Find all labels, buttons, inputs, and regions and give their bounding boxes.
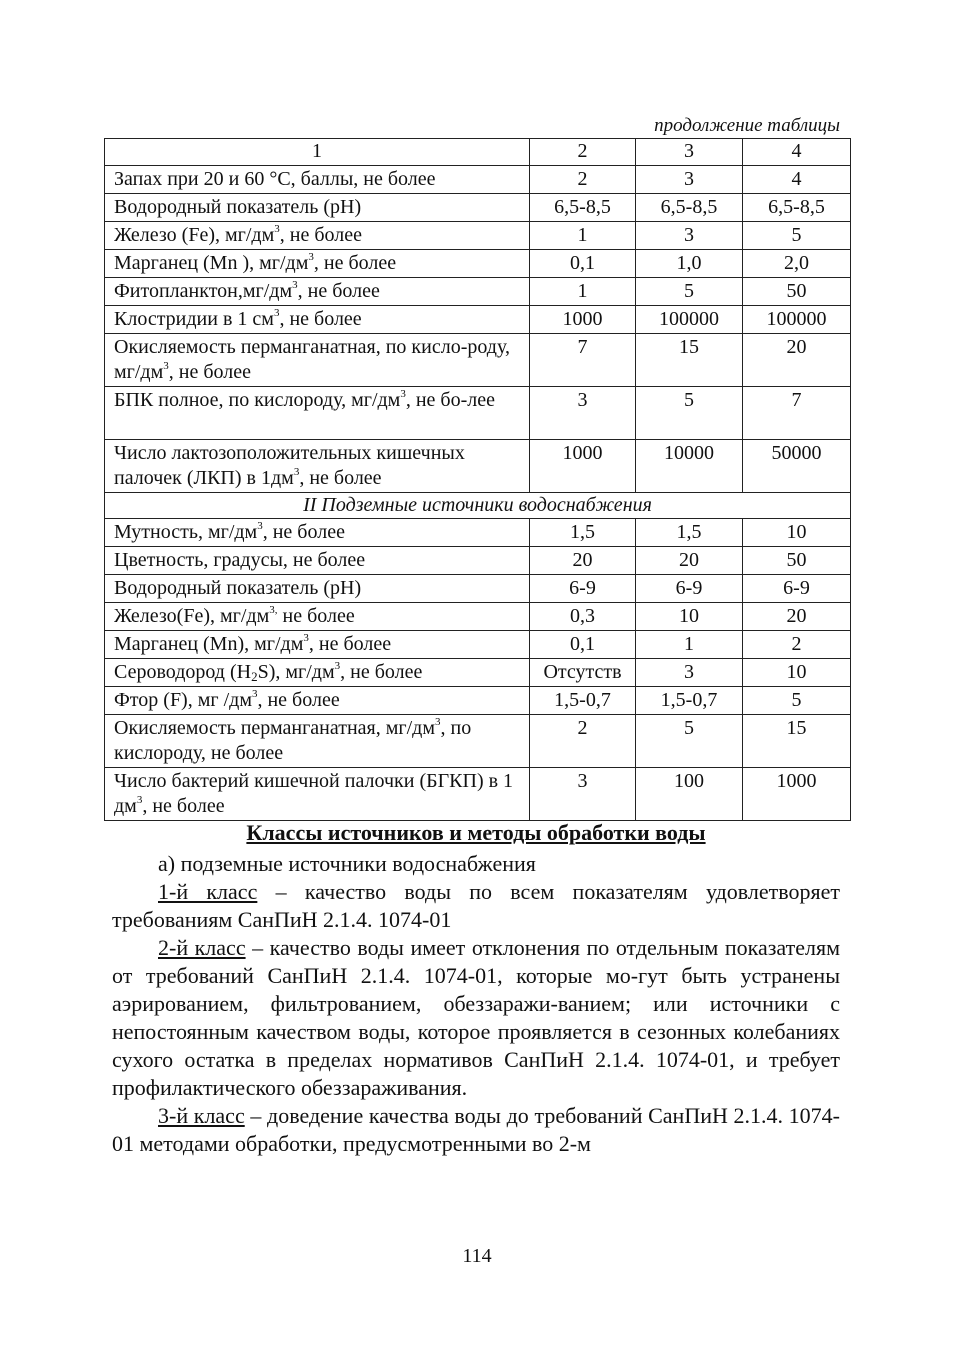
value-cell: 6-9: [636, 575, 743, 603]
value-cell: 5: [636, 715, 743, 768]
subheading: а) подземные источники водоснабжения: [158, 851, 536, 876]
table-row: [105, 519, 851, 547]
section-heading: Классы источников и методы обработки воды: [246, 820, 706, 845]
value-cell: 1,5-0,7: [530, 687, 636, 715]
value-cell: 3: [636, 222, 743, 250]
table-section-row: [105, 493, 851, 519]
value-cell: 100: [636, 768, 743, 821]
table-row: [105, 387, 851, 440]
value-cell: 20: [743, 334, 851, 387]
value-cell: 6,5-8,5: [743, 194, 851, 222]
table-row: [105, 334, 851, 387]
header-cell: 3: [636, 139, 743, 166]
value-cell: 10: [743, 519, 851, 547]
value-cell: 1,5: [530, 519, 636, 547]
indicator-cell: Окисляемость перманганатная, по кисло-роду, $мг/дм^3$, не более: [105, 334, 530, 387]
value-cell: 50: [743, 278, 851, 306]
header-cell: 4: [743, 139, 851, 166]
value-cell: 50: [743, 547, 851, 575]
value-cell: 20: [636, 547, 743, 575]
table-row: [105, 278, 851, 306]
page-number: 114: [462, 1245, 492, 1267]
value-cell: 1,5-0,7: [636, 687, 743, 715]
value-cell: 2: [743, 631, 851, 659]
indicator-cell: Цветность, градусы, не более: [105, 547, 530, 575]
class-1-label: 1-й класс: [158, 879, 258, 904]
value-cell: 2,0: [743, 250, 851, 278]
table-header-row: [105, 139, 851, 166]
value-cell: 10000: [636, 440, 743, 493]
table-row: [105, 166, 851, 194]
class-2-label: 2-й класс: [158, 935, 246, 960]
value-cell: 6,5-8,5: [636, 194, 743, 222]
indicator-cell: Запах при 20 и 60 °С, баллы, не более: [105, 166, 530, 194]
value-cell: 0,3: [530, 603, 636, 631]
value-cell: Отсутств: [530, 659, 636, 687]
indicator-cell: Водородный показатель (рН): [105, 575, 530, 603]
body-text: [112, 816, 840, 1158]
section-title: II Подземные источники водоснабжения: [105, 493, 851, 519]
header-cell: 2: [530, 139, 636, 166]
value-cell: 10: [743, 659, 851, 687]
table-continuation-label: продолжение таблицы: [654, 115, 840, 136]
indicator-cell: Сероводород $(H_2S)$, $мг/дм^3$, не более: [105, 659, 530, 687]
value-cell: 1000: [530, 306, 636, 334]
water-quality-table: [104, 138, 851, 821]
indicator-cell: Марганец (Mn ), $мг/дм^3$, не более: [105, 250, 530, 278]
indicator-cell: Клостридии в 1 $см^3$, не более: [105, 306, 530, 334]
value-cell: 7: [530, 334, 636, 387]
value-cell: 1,0: [636, 250, 743, 278]
table-row: [105, 575, 851, 603]
value-cell: 20: [743, 603, 851, 631]
value-cell: 100000: [743, 306, 851, 334]
value-cell: 6-9: [530, 575, 636, 603]
value-cell: 0,1: [530, 631, 636, 659]
value-cell: 3: [636, 166, 743, 194]
table-row: [105, 547, 851, 575]
value-cell: 20: [530, 547, 636, 575]
value-cell: 3: [636, 659, 743, 687]
table-row: [105, 631, 851, 659]
table-row: [105, 687, 851, 715]
value-cell: 2: [530, 715, 636, 768]
indicator-cell: Мутность, $мг/дм^3$, не более: [105, 519, 530, 547]
table-row: [105, 659, 851, 687]
value-cell: 5: [743, 687, 851, 715]
class-2-paragraph: 2-й класс – качество воды имеет отклонения по отдельным показателям от требований СанПиН 2.1.4. 1074-01, которые мо-гут быть устранены аэрированием, фильтрованием, обеззаражи-ванием; или источники с непостоянным качеством воды, которое проявляется в сезонных колебаниях сухого остатка в пределах нормативов СанПиН 2.1.4. 1074-01, и требует профилактического обеззараживания.: [112, 935, 840, 1100]
value-cell: 0,1: [530, 250, 636, 278]
value-cell: 2: [530, 166, 636, 194]
class-3-paragraph: 3-й класс – доведение качества воды до требований СанПиН 2.1.4. 1074-01 методами обработки, предусмотренными во 2-м: [112, 1103, 841, 1156]
value-cell: 6-9: [743, 575, 851, 603]
indicator-cell: $Фитопланктон,мг/дм^3$, не более: [105, 278, 530, 306]
value-cell: 3: [530, 387, 636, 440]
table-row: [105, 715, 851, 768]
value-cell: 1,5: [636, 519, 743, 547]
indicator-cell: Фтор (F), мг $/дм^3$, не более: [105, 687, 530, 715]
value-cell: 1: [530, 278, 636, 306]
indicator-cell: Железо(Fe), $мг/дм^{3,}$ не более: [105, 603, 530, 631]
value-cell: 5: [636, 387, 743, 440]
value-cell: 1: [636, 631, 743, 659]
value-cell: 15: [743, 715, 851, 768]
table-row: [105, 440, 851, 493]
indicator-cell: Окисляемость перманганатная, $мг/дм^3$, по кислороду, не более: [105, 715, 530, 768]
value-cell: 1: [530, 222, 636, 250]
value-cell: 5: [636, 278, 743, 306]
value-cell: 50000: [743, 440, 851, 493]
table-row: [105, 603, 851, 631]
value-cell: 15: [636, 334, 743, 387]
table-row: [105, 768, 851, 821]
value-cell: 1000: [530, 440, 636, 493]
indicator-cell: Число бактерий кишечной палочки (БГКП) в 1 $дм^3$, не более: [105, 768, 530, 821]
value-cell: 100000: [636, 306, 743, 334]
value-cell: 1000: [743, 768, 851, 821]
indicator-cell: Водородный показатель (рН): [105, 194, 530, 222]
indicator-cell: Число лактозоположительных кишечных палочек (ЛКП) в $1дм^3$, не более: [105, 440, 530, 493]
value-cell: 3: [530, 768, 636, 821]
table-row: [105, 250, 851, 278]
indicator-cell: Железо (Fe), $мг/дм^3$, не более: [105, 222, 530, 250]
class-1-paragraph: 1-й класс – качество воды по всем показателям удовлетворяет требованиям СанПиН 2.1.4. 1074-01: [112, 879, 840, 932]
indicator-cell: БПК полное, по кислороду, $мг/дм^3$, не бо-лее: [105, 387, 530, 440]
class-3-label: 3-й класс: [158, 1103, 245, 1128]
header-cell: 1: [105, 139, 530, 166]
value-cell: 6,5-8,5: [530, 194, 636, 222]
value-cell: 10: [636, 603, 743, 631]
table-row: [105, 306, 851, 334]
value-cell: 7: [743, 387, 851, 440]
table-row: [105, 222, 851, 250]
value-cell: 5: [743, 222, 851, 250]
value-cell: 4: [743, 166, 851, 194]
indicator-cell: Марганец (Mn), $мг/дм^3$, не более: [105, 631, 530, 659]
table-row: [105, 194, 851, 222]
